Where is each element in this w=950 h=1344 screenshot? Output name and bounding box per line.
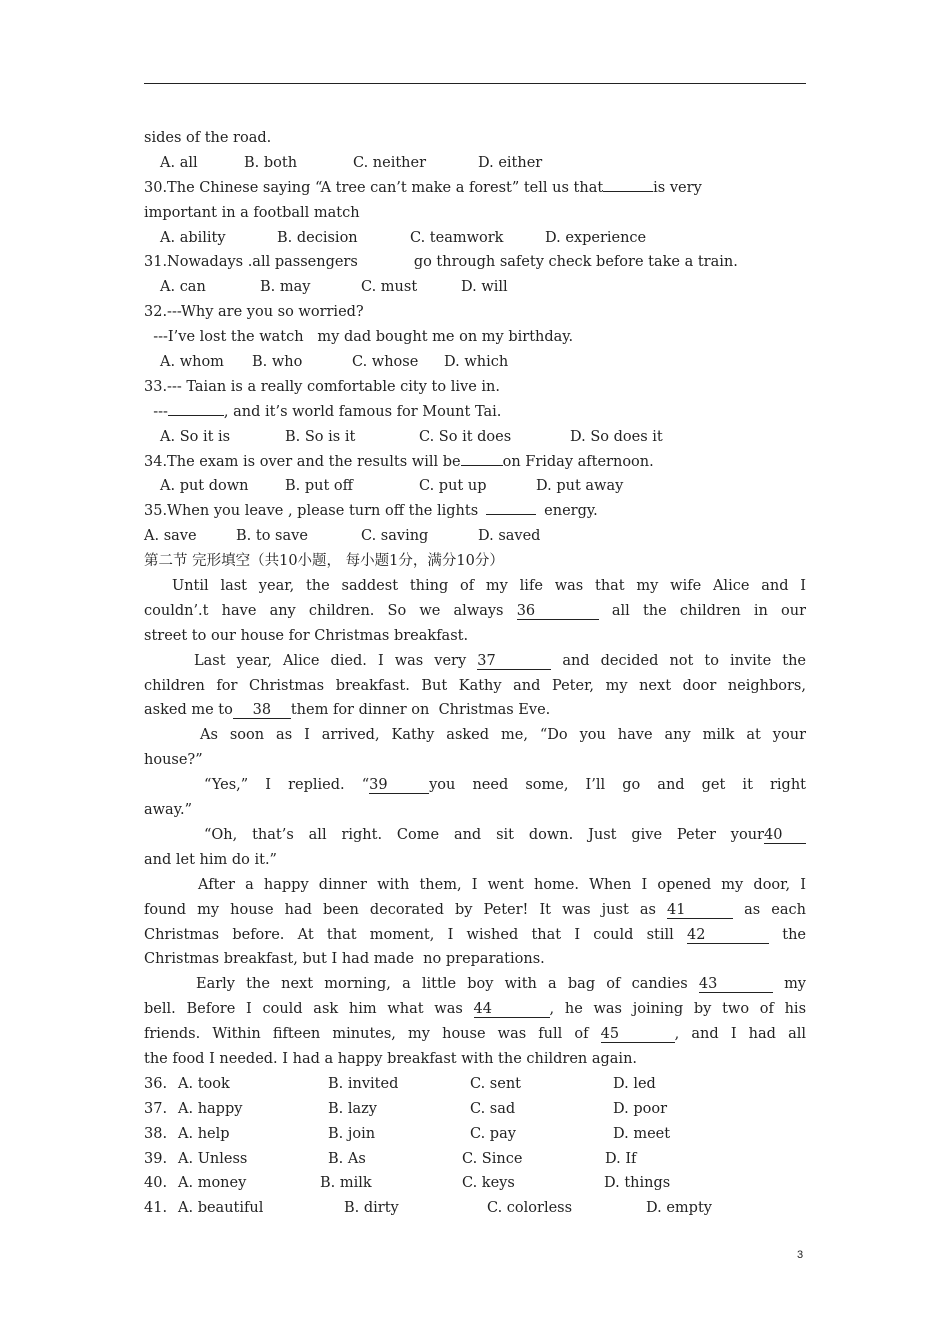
- option-b: B. to save: [236, 528, 308, 545]
- q31-options: [144, 275, 806, 300]
- option-a: A. ability: [160, 229, 226, 246]
- option-c: C. whose: [352, 354, 419, 371]
- q34-options: [144, 474, 806, 499]
- passage-line: house?”: [144, 752, 203, 769]
- q34-text-a: 34.The exam is over and the results will be: [144, 453, 461, 470]
- option-b: B. As: [328, 1150, 366, 1167]
- q33-blank: [168, 415, 224, 416]
- passage-text: the: [782, 926, 806, 943]
- option-d: D. meet: [613, 1125, 671, 1142]
- option-c: C. Since: [462, 1150, 523, 1167]
- page-content: [144, 126, 806, 1221]
- option-a: A. help: [178, 1125, 230, 1142]
- question-number: 40.: [144, 1175, 168, 1192]
- option-c: C. So it does: [419, 428, 512, 445]
- passage-text: them for dinner on Christmas Eve.: [290, 702, 551, 719]
- option-a: A. Unless: [178, 1150, 248, 1167]
- q35-options: [144, 524, 806, 549]
- passage-line: [144, 649, 806, 674]
- passage-text: “Yes,” I replied. “: [204, 777, 370, 794]
- passage-text: my: [784, 976, 806, 993]
- passage-line: [144, 873, 806, 898]
- q35-blank: [486, 514, 536, 515]
- passage-line: [144, 997, 806, 1022]
- passage-line: [144, 574, 806, 599]
- passage-line: Christmas breakfast, but I had made no preparations.: [144, 951, 545, 968]
- option-b: B. So is it: [285, 428, 356, 445]
- option-b: B. who: [252, 354, 303, 371]
- q31-text-a: 31.Nowadays .all passengers: [144, 254, 358, 271]
- option-d: D. either: [478, 154, 543, 171]
- passage-line: the food I needed. I had a happy breakfast with the children again.: [144, 1050, 638, 1067]
- q33-line1: 33.--- Taian is a really comfortable city to live in.: [144, 378, 500, 395]
- option-d: D. saved: [478, 528, 541, 545]
- option-b: B. dirty: [344, 1200, 399, 1217]
- passage-text: all the children in our: [611, 602, 806, 619]
- q32-options: [144, 350, 806, 375]
- passage-text: After a happy dinner with them, I went home. When I opened my door, I: [198, 876, 806, 893]
- option-d: D. If: [605, 1150, 637, 1167]
- q29-options: [144, 151, 806, 176]
- option-d: D. experience: [545, 229, 647, 246]
- passage-text: as each: [744, 901, 806, 918]
- q30-line2: important in a football match: [144, 204, 360, 221]
- passage-text: , he was joining by two of his: [549, 1001, 806, 1018]
- passage-line: [144, 898, 806, 923]
- option-b: B. join: [328, 1125, 376, 1142]
- blank-43: 43: [699, 976, 773, 993]
- q31-text-b: go through safety check before take a train.: [413, 254, 738, 271]
- passage-line: [144, 723, 806, 748]
- passage-line: street to our house for Christmas breakfast.: [144, 627, 469, 644]
- blank-37: 37: [477, 653, 551, 670]
- q35-line: [144, 499, 806, 524]
- option-c: C. keys: [462, 1175, 515, 1192]
- blank-36: 36: [517, 603, 599, 620]
- option-a: A. whom: [160, 354, 224, 371]
- option-a: A. money: [178, 1175, 247, 1192]
- passage-text: Until last year, the saddest thing of my life was that my wife Alice and I: [172, 578, 806, 595]
- option-d: D. which: [444, 354, 509, 371]
- q34-line: [144, 450, 806, 475]
- question-number: 36.: [144, 1075, 168, 1092]
- cloze-options-row: [144, 1147, 806, 1172]
- q32-line2: ---I’ve lost the watch my dad bought me on my birthday.: [144, 329, 574, 346]
- section-title: 第二节 完形填空（共10小题， 每小题1分，满分10分）: [144, 553, 504, 570]
- blank-38: 38: [233, 702, 291, 719]
- passage-text: , and I had all: [674, 1026, 806, 1043]
- blank-44: 44: [474, 1001, 550, 1018]
- passage-line: away.”: [144, 802, 192, 819]
- passage-text: As soon as I arrived, Kathy asked me, “Do you have any milk at your: [200, 727, 806, 744]
- passage-line: [144, 923, 806, 948]
- cloze-options-row: [144, 1122, 806, 1147]
- blank-45: 45: [601, 1026, 675, 1043]
- q30-blank: [603, 191, 653, 192]
- option-b: B. decision: [277, 229, 358, 246]
- q33-options: [144, 425, 806, 450]
- q33-text-b: , and it’s world famous for Mount Tai.: [223, 403, 502, 420]
- blank-40: 40: [764, 827, 806, 844]
- option-c: C. must: [361, 279, 418, 296]
- option-b: B. milk: [320, 1175, 372, 1192]
- q30-options: [144, 226, 806, 251]
- option-d: D. So does it: [570, 428, 663, 445]
- passage-text: and decided not to invite the: [562, 652, 806, 669]
- option-d: D. poor: [613, 1100, 667, 1117]
- option-a: A. beautiful: [178, 1200, 264, 1217]
- passage-line: [144, 698, 806, 723]
- option-c: C. put up: [419, 478, 487, 495]
- option-c: C. neither: [353, 154, 427, 171]
- option-a: A. So it is: [160, 428, 231, 445]
- passage-line: [144, 823, 806, 848]
- option-d: D. put away: [536, 478, 624, 495]
- q35-text-b: energy.: [544, 503, 598, 520]
- option-a: A. took: [178, 1075, 230, 1092]
- blank-39: 39: [369, 777, 429, 794]
- question-number: 41.: [144, 1200, 168, 1217]
- q30-text-a: 30.The Chinese saying “A tree can’t make a forest” tell us that: [144, 179, 604, 196]
- option-d: D. will: [461, 279, 508, 296]
- option-c: C. pay: [470, 1125, 516, 1142]
- q32-line1: 32.---Why are you so worried?: [144, 304, 364, 321]
- option-c: C. sad: [470, 1100, 516, 1117]
- option-c: C. saving: [361, 528, 429, 545]
- passage-line: [144, 1022, 806, 1047]
- q30-text-b: is very: [653, 179, 702, 196]
- passage-text: friends. Within fifteen minutes, my house was full of: [144, 1026, 589, 1043]
- passage-text: Christmas before. At that moment, I wished that I could still: [144, 926, 674, 943]
- option-b: B. lazy: [328, 1100, 377, 1117]
- passage-line: [144, 599, 806, 624]
- q34-blank: [461, 465, 503, 466]
- question-number: 38.: [144, 1125, 168, 1142]
- passage-text: bell. Before I could ask him what was: [144, 1001, 463, 1018]
- cloze-options-row: [144, 1097, 806, 1122]
- option-a: A. happy: [178, 1100, 243, 1117]
- q31-line: [144, 250, 806, 275]
- option-b: B. put off: [285, 478, 353, 495]
- cloze-options-row: [144, 1171, 806, 1196]
- page-number: 3: [797, 1249, 804, 1261]
- passage-text: asked me to: [144, 702, 233, 719]
- blank-42: 42: [687, 927, 769, 944]
- option-c: C. teamwork: [410, 229, 504, 246]
- passage-line: [144, 674, 806, 699]
- header-rule: [144, 83, 806, 84]
- q33-text-a: ---: [144, 403, 168, 420]
- q34-text-b: on Friday afternoon.: [502, 453, 654, 470]
- passage-text: found my house had been decorated by Peter! It was just as: [144, 901, 656, 918]
- q30-line1: [144, 176, 806, 201]
- blank-41: 41: [667, 902, 733, 919]
- option-a: A. can: [160, 279, 206, 296]
- option-d: D. empty: [646, 1200, 712, 1217]
- q29-tail: sides of the road.: [144, 130, 272, 146]
- q35-text-a: 35.When you leave , please turn off the lights: [144, 503, 479, 520]
- passage-line: [144, 972, 806, 997]
- option-a: A. all: [160, 154, 198, 171]
- option-d: D. led: [613, 1075, 656, 1092]
- option-a: A. put down: [160, 478, 249, 495]
- option-a: A. save: [144, 528, 197, 545]
- cloze-options-row: [144, 1196, 806, 1221]
- passage-text: couldn’.t have any children. So we always: [144, 602, 504, 619]
- option-b: B. both: [244, 154, 298, 171]
- question-number: 37.: [144, 1100, 168, 1117]
- passage-text: Early the next morning, a little boy with a bag of candies: [196, 976, 688, 993]
- passage-line: and let him do it.”: [144, 851, 277, 868]
- question-number: 39.: [144, 1150, 168, 1167]
- passage-text: Last year, Alice died. I was very: [194, 652, 467, 669]
- passage-text: children for Christmas breakfast. But Kathy and Peter, my next door neighbors,: [144, 677, 806, 694]
- q33-line2: [144, 400, 806, 425]
- option-c: C. sent: [470, 1075, 521, 1092]
- option-c: C. colorless: [487, 1200, 573, 1217]
- cloze-options-row: [144, 1072, 806, 1097]
- passage-text: you need some, I’ll go and get it right: [429, 777, 806, 794]
- passage-line: [144, 773, 806, 798]
- option-b: B. may: [260, 279, 311, 296]
- option-d: D. things: [604, 1175, 671, 1192]
- passage-text: “Oh, that’s all right. Come and sit down. Just give Peter your: [204, 826, 764, 843]
- option-b: B. invited: [328, 1075, 399, 1092]
